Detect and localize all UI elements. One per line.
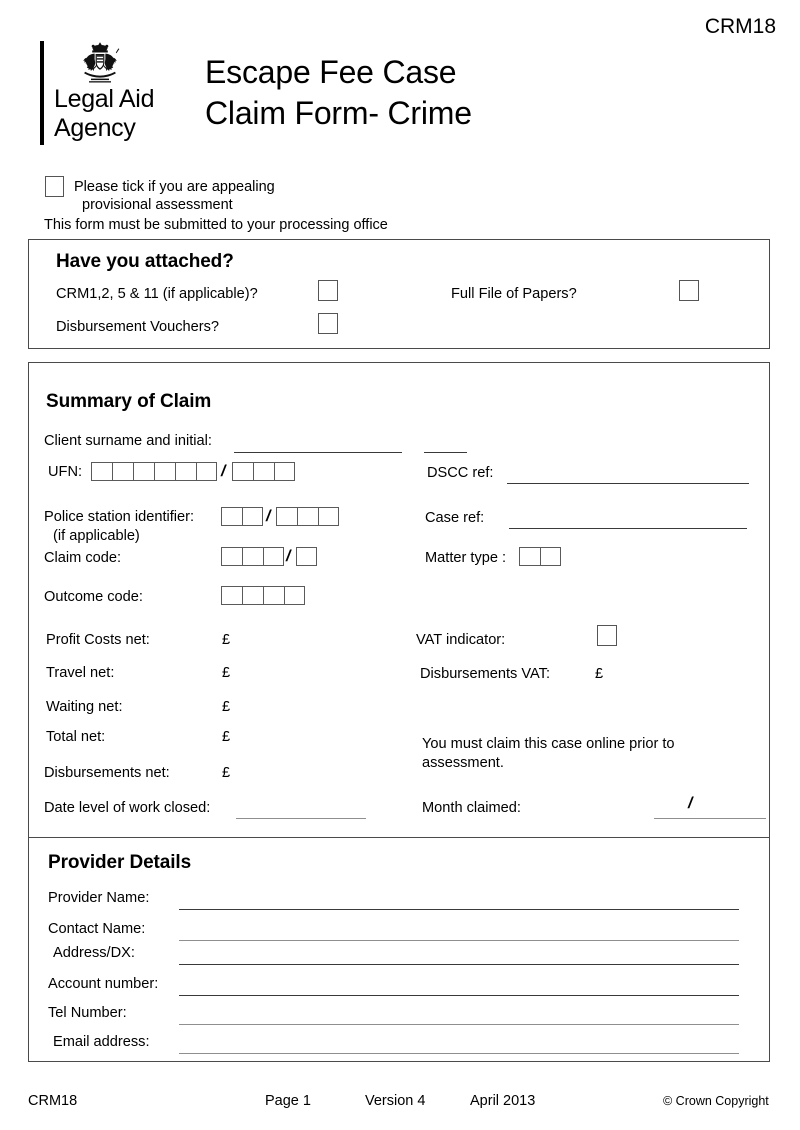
disbursements-net-currency: £: [222, 765, 231, 781]
outcome-code-cell[interactable]: [221, 586, 242, 605]
logo-line-1: Legal Aid: [54, 85, 155, 113]
police-station-cell[interactable]: [242, 507, 263, 526]
section-divider: [29, 837, 769, 838]
page-title-line-1: Escape Fee Case: [205, 54, 457, 90]
logo-vertical-bar: [40, 41, 44, 145]
claim-code-input-left[interactable]: [221, 547, 284, 566]
waiting-net-label: Waiting net:: [46, 699, 123, 715]
disbursements-net-label: Disbursements net:: [44, 765, 170, 781]
tel-number-input[interactable]: [179, 1024, 739, 1025]
ufn-input-left[interactable]: [91, 462, 217, 481]
case-ref-input[interactable]: [509, 528, 747, 529]
ufn-input-right[interactable]: [232, 462, 295, 481]
submission-note: This form must be submitted to your processing office: [44, 217, 388, 233]
summary-title: Summary of Claim: [46, 391, 212, 412]
contact-name-input[interactable]: [179, 940, 739, 941]
attachment-checkbox-crm-forms[interactable]: [318, 280, 338, 301]
client-surname-label: Client surname and initial:: [44, 433, 212, 449]
attachments-title: Have you attached?: [56, 251, 234, 272]
total-net-currency: £: [222, 729, 231, 745]
ufn-separator: /: [221, 463, 226, 480]
attachment-checkbox-full-file-of-papers[interactable]: [679, 280, 699, 301]
case-ref-label: Case ref:: [425, 510, 485, 526]
client-initial-input[interactable]: [424, 452, 467, 453]
contact-name-label: Contact Name:: [48, 921, 146, 937]
appeal-checkbox[interactable]: [45, 176, 64, 197]
provider-details-title: Provider Details: [48, 852, 192, 873]
claim-code-input-right[interactable]: [296, 547, 317, 566]
ufn-cell[interactable]: [232, 462, 253, 481]
date-work-closed-label: Date level of work closed:: [44, 800, 211, 816]
online-claim-note-line-2: assessment.: [422, 755, 504, 771]
account-number-input[interactable]: [179, 995, 739, 996]
claim-code-cell[interactable]: [221, 547, 242, 566]
attachment-label-crm-forms: CRM1,2, 5 & 11 (if applicable)?: [56, 286, 258, 302]
police-station-cell[interactable]: [276, 507, 297, 526]
address-dx-input[interactable]: [179, 964, 739, 965]
ufn-cell[interactable]: [91, 462, 112, 481]
legal-aid-agency-logo: [40, 41, 190, 145]
total-net-label: Total net:: [46, 729, 106, 745]
police-station-input-right[interactable]: [276, 507, 339, 526]
outcome-code-cell[interactable]: [242, 586, 263, 605]
footer-copyright: © Crown Copyright: [663, 1094, 769, 1108]
dscc-ref-input[interactable]: [507, 483, 749, 484]
profit-costs-net-currency: £: [222, 632, 231, 648]
police-station-separator: /: [266, 508, 271, 525]
email-address-input[interactable]: [179, 1053, 739, 1054]
date-work-closed-input[interactable]: [236, 818, 366, 819]
ufn-cell[interactable]: [154, 462, 175, 481]
claim-code-separator: /: [286, 548, 291, 565]
email-address-label: Email address:: [53, 1034, 150, 1050]
page-title: [205, 52, 472, 134]
matter-type-cell[interactable]: [540, 547, 561, 566]
month-claimed-input[interactable]: [654, 818, 766, 819]
police-station-identifier-label: Police station identifier:: [44, 509, 195, 525]
logo-line-2: Agency: [54, 114, 136, 142]
outcome-code-cell[interactable]: [284, 586, 305, 605]
disbursements-vat-label: Disbursements VAT:: [420, 666, 551, 682]
profit-costs-net-label: Profit Costs net:: [46, 632, 150, 648]
claim-panel: [28, 362, 770, 1062]
footer-document-code: CRM18: [28, 1093, 78, 1109]
client-surname-input[interactable]: [234, 452, 402, 453]
footer-version: Version 4: [365, 1093, 426, 1109]
account-number-label: Account number:: [48, 976, 159, 992]
ufn-cell[interactable]: [196, 462, 217, 481]
ufn-cell[interactable]: [175, 462, 196, 481]
footer-date: April 2013: [470, 1093, 536, 1109]
appeal-label-line-1: Please tick if you are appealing: [74, 179, 275, 195]
police-station-cell[interactable]: [297, 507, 318, 526]
footer-page-number: Page 1: [265, 1093, 311, 1109]
appeal-label-line-2: provisional assessment: [82, 197, 233, 213]
outcome-code-cell[interactable]: [263, 586, 284, 605]
ufn-cell[interactable]: [274, 462, 295, 481]
attachment-label-disbursement-vouchers: Disbursement Vouchers?: [56, 319, 220, 335]
claim-code-cell[interactable]: [242, 547, 263, 566]
month-claimed-separator: /: [688, 795, 693, 812]
month-claimed-label: Month claimed:: [422, 800, 521, 816]
police-station-identifier-sublabel: (if applicable): [53, 528, 140, 544]
police-station-cell[interactable]: [221, 507, 242, 526]
royal-coat-of-arms-icon: [74, 41, 126, 85]
document-code-header: CRM18: [704, 15, 776, 38]
provider-name-label: Provider Name:: [48, 890, 150, 906]
attachments-panel: [28, 239, 770, 349]
ufn-cell[interactable]: [133, 462, 154, 481]
tel-number-label: Tel Number:: [48, 1005, 127, 1021]
outcome-code-label: Outcome code:: [44, 589, 143, 605]
provider-name-input[interactable]: [179, 909, 739, 910]
vat-indicator-checkbox[interactable]: [597, 625, 617, 646]
waiting-net-currency: £: [222, 699, 231, 715]
police-station-cell[interactable]: [318, 507, 339, 526]
attachment-checkbox-disbursement-vouchers[interactable]: [318, 313, 338, 334]
disbursements-vat-currency: £: [595, 666, 604, 682]
travel-net-label: Travel net:: [46, 665, 115, 681]
ufn-cell[interactable]: [253, 462, 274, 481]
address-dx-label: Address/DX:: [53, 945, 135, 961]
matter-type-cell[interactable]: [519, 547, 540, 566]
online-claim-note: [422, 735, 675, 773]
outcome-code-input[interactable]: [221, 586, 305, 605]
matter-type-label: Matter type :: [425, 550, 507, 566]
ufn-cell[interactable]: [112, 462, 133, 481]
claim-code-label: Claim code:: [44, 550, 122, 566]
claim-code-cell[interactable]: [263, 547, 284, 566]
online-claim-note-line-1: You must claim this case online prior to: [422, 736, 675, 752]
appeal-label: [74, 178, 275, 214]
logo-wordmark: [54, 85, 154, 143]
vat-indicator-label: VAT indicator:: [416, 632, 506, 648]
travel-net-currency: £: [222, 665, 231, 681]
dscc-ref-label: DSCC ref:: [427, 465, 494, 481]
page-title-line-2: Claim Form- Crime: [205, 95, 472, 131]
claim-code-cell[interactable]: [296, 547, 317, 566]
matter-type-input[interactable]: [519, 547, 561, 566]
police-station-input-left[interactable]: [221, 507, 263, 526]
attachment-label-full-file-of-papers: Full File of Papers?: [451, 286, 577, 302]
ufn-label: UFN:: [48, 464, 83, 480]
